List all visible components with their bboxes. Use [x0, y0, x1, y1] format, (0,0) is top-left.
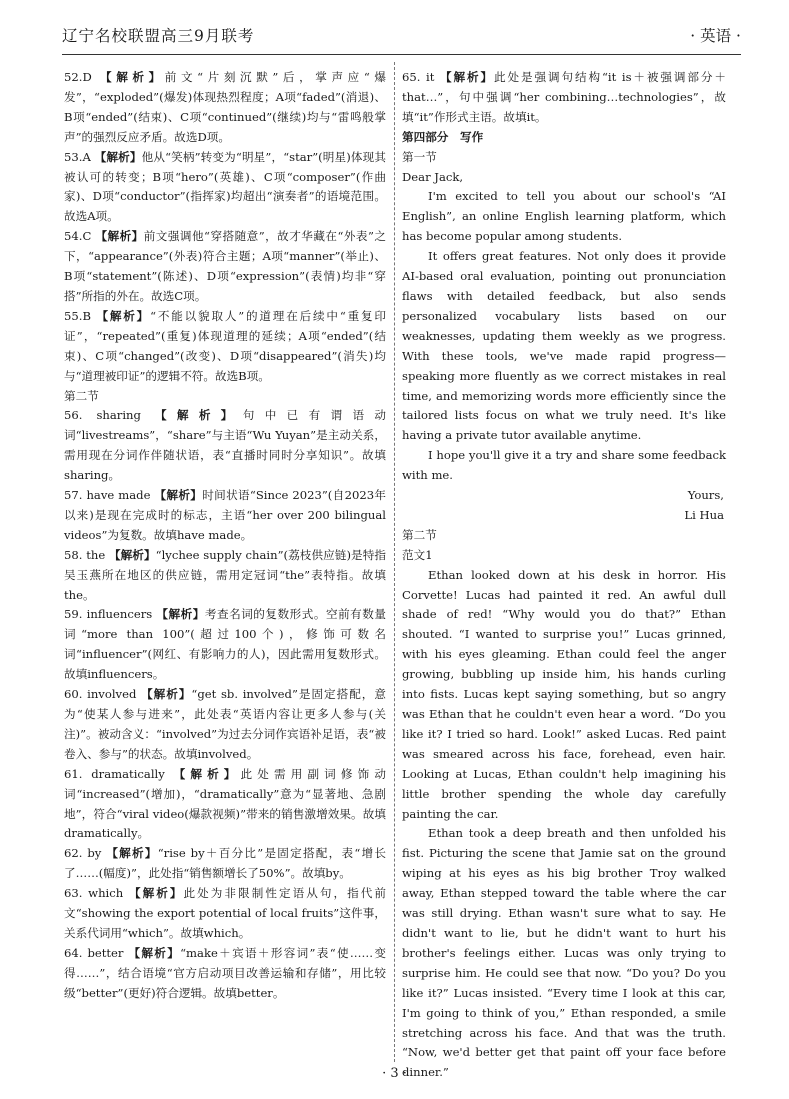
section-heading: 第二节 — [64, 388, 99, 403]
answer-item: 59. influencers 【解析】考查名词的复数形式。空前有数量词“more than 100”(超过100个)，修饰可数名词“influencer”(网红、有影响力的人)，因此需用复数形式。故填influencers。 — [64, 607, 386, 682]
answer-item: 63. which 【解析】此处为非限制性定语从句，指代前文“showing the export potential of local fruits”这件事，关系代词用“which”。故填which。 — [64, 886, 386, 940]
letter-signature: Li Hua — [684, 507, 724, 522]
letter-closing: Yours, — [687, 488, 724, 503]
answer-item: 65. it 【解析】此处是强调句结构“it is＋被强调部分＋that…”，句中强调“her combining…technologies”，故填“it”作形式主语。故填it。 — [402, 70, 726, 124]
letter-paragraph: I'm excited to tell you about our school's “AI English”, an online English learning platform, which has become popular among students. — [402, 189, 726, 244]
answer-item: 53.A 【解析】他从“笑柄”转变为“明星”，“star”(明星)体现其被认可的转变；B项“hero”(英雄)、C项“composer”(作曲家)、D项“conductor”(指挥家)均超出“演奏者”的语境范围。故选A项。 — [64, 149, 386, 224]
exam-title: 辽宁名校联盟高三9月联考 — [62, 27, 255, 45]
section-heading: 第二节 — [402, 527, 437, 542]
answer-item: 54.C 【解析】前文强调他“穿搭随意”，故才华藏在“外表”之下，“appearance”(外表)符合主题；A项“manner”(举止)、B项“statement”(陈述)、D项“expression”(表情)均非“穿搭”所指的外在。故选C项。 — [64, 229, 386, 303]
letter-paragraph: It offers great features. Not only does it provide AI-based oral evaluation, pointing out pronunciation flaws with detailed feedback, but also sends personalized vocabulary lists based on our weaknesses, updating them weekly as we progress. With these tools, we've made rapid progress—speaking more fluently as we correct mistakes in real time, and memorizing words more efficiently since the tailored lists focus on what we truly need. It's like having a private tutor available anytime. — [402, 249, 726, 443]
answer-item: 57. have made 【解析】时间状语“Since 2023”(自2023年以来)是现在完成时的标志，主语“her over 200 bilingual videos”为复数。故填have made。 — [64, 488, 387, 542]
essay-paragraph: Ethan looked down at his desk in horror. His Corvette! Lucas had painted it red. An awful dull shade of red! “Why would you do that?” Ethan shouted. “I wanted to surprise you!” Lucas grinned, with his eyes gleaming. Ethan could feel the anger growing, bubbling up inside him, his hands curling into fists. Lucas kept saying something, but so angry was Ethan that he couldn't even hear a word. “Do you like it? I tried so hard. Look!” asked Lucas. Red paint was smeared across his face, forehead, even hair. Looking at Lucas, Ethan couldn't help imagining his little brother spending the whole day carefully painting the car. — [402, 567, 726, 821]
letter-sample — [402, 168, 726, 526]
answer-item: 61. dramatically 【解析】此处需用副词修饰动词“increased”(增加)，“dramatically”意为“显著地、急剧地”，符合“viral video(爆款视频)”带来的销售激增效果。故填dramatically。 — [64, 766, 386, 841]
subject-label: · 英语 · — [690, 27, 741, 45]
answer-item: 56. sharing 【解析】句中已有谓语动词“livestreams”，“share”与主语“Wu Yuyan”是主动关系，需用现在分词作伴随状语，表“直播时同时分享知识”。故填sharing。 — [64, 408, 386, 483]
answer-item: 55.B 【解析】“不能以貌取人”的道理在后续中“重复印证”，“repeated”(重复)体现道理的延续；A项“ended”(结束)、C项“changed”(改变)、D项“disappeared”(消失)均与“道理被印证”的逻辑不符。故选B项。 — [64, 308, 386, 383]
section-heading: 第一节 — [402, 149, 437, 164]
answer-item: 52.D 【解析】前文“片刻沉默”后，掌声应“爆发”，“exploded”(爆发)体现热烈程度；A项“faded”(消退)、B项“ended”(结束)、C项“continued”(继续)均与“雷鸣般掌声”的强烈反应矛盾。故选D项。 — [64, 70, 386, 144]
essay-paragraph: Ethan took a deep breath and then unfolded his fist. Picturing the scene that Jamie sat on the ground wiping at his eyes as his big brother Troy walked away, Ethan stepped toward the table where the car was still drying. Ethan wasn't sure what to say. He didn't want to lie, but he didn't want to hurt his brother's feelings either. Lucas was only trying to surprise him. He could see that now. “Do you? Do you like it?” Lucas insisted. “Every time I look at this car, I'm going to think of you,” Ethan responded, a smile stretching across his face. And that was the truth. “Now, we'd better get that paint off your face before dinner.” — [402, 826, 726, 1080]
right-column — [402, 68, 726, 1083]
page-header — [62, 10, 741, 55]
letter-paragraph: I hope you'll give it a try and share some feedback with me. — [402, 448, 726, 483]
page-number: · 3 · — [382, 1066, 407, 1081]
answer-item: 64. better 【解析】“make＋宾语＋形容词”表“使……变得……”，结合语境“官方启动项目改善运输和存储”，用比较级“better”(更好)符合逻辑。故填better。 — [64, 945, 386, 1000]
essay-label: 范文1 — [402, 547, 433, 562]
essay-sample — [402, 566, 726, 1084]
answer-item: 60. involved 【解析】“get sb. involved”是固定搭配，意为“使某人参与进来”，此处表“英语内容让更多人参与(关注)”。被动含义：“involved”为过去分词作宾语补足语，表“被卷入、参与”的状态。故填involved。 — [64, 687, 386, 761]
column-divider — [394, 62, 395, 1062]
left-column — [64, 68, 386, 1004]
part-heading: 第四部分 写作 — [402, 129, 484, 144]
answer-item: 58. the 【解析】“lychee supply chain”(荔枝供应链)是特指吴玉燕所在地区的供应链，需用定冠词“the”表特指。故填the。 — [64, 547, 386, 602]
letter-greeting: Dear Jack, — [402, 169, 464, 184]
answer-item: 62. by 【解析】“rise by＋百分比”是固定搭配，表“增长了……(幅度)”，此处指“销售额增长了50%”。故填by。 — [64, 846, 387, 881]
